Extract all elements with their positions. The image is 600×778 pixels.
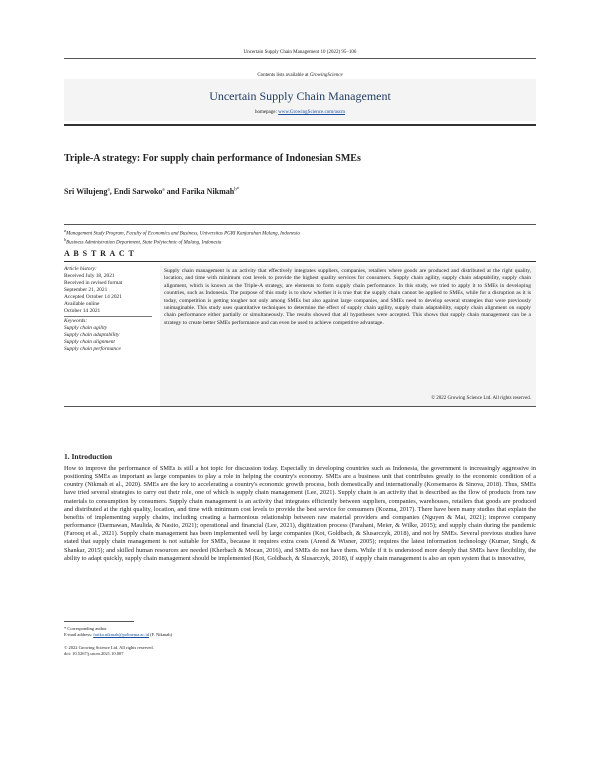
accepted-date: Accepted October 14 2021 (64, 294, 122, 300)
running-head: Uncertain Supply Chain Management 10 (2022) 95–106 (243, 50, 357, 55)
author-separator: , (109, 187, 114, 196)
affiliation-rule (64, 224, 536, 225)
author-name: Sri Wilujeng (64, 187, 108, 196)
footer-copyright: © 2022 Growing Science Ltd. All rights reserved. (64, 645, 154, 650)
banner-rule (64, 124, 536, 126)
author-affil-mark: a (162, 187, 165, 193)
keyword: Supply chain agility (64, 325, 108, 331)
email-line (64, 632, 172, 638)
received-date: Received July 18, 2021 (64, 273, 115, 279)
corresponding-note: * Corresponding author (64, 626, 107, 631)
email-label: E-mail address: (64, 632, 94, 637)
abstract-bottom-rule (64, 406, 536, 407)
journal-title: Uncertain Supply Chain Management (209, 89, 391, 103)
abstract-text: Supply chain management is an activity that effectively integrates suppliers, companies, retailers where goods are produced and distributed at the right quality, location, and time with minimum cost levels to provide the highest quality services for consumers. Supply chain agility, supply chain adaptability, supply chain alignment, which is known as the Triple-A strategy, are elements to form supply chain performance. In this study, we tried to apply it to SMEs in developing countries, such as Indonesia. The purpose of this study is to show whether it is true that the supply chain cannot be applied to SMEs, while for a disruption as it is today, competition is getting tougher not only among SMEs but also against large companies, and SMEs need to develop several strategies that were previously unimaginable. This study uses quantitative techniques to determine the effect of supply chain agility, supply chain adaptability, supply chain alignment on supply chain performance either partially or simultaneously. The results showed that all hypotheses were accepted. This shows that supply chain management can be a strategy to create better SMEs performance and can even be used to achieve competitive advantage. (164, 268, 531, 326)
contents-line (0, 73, 600, 78)
keyword: Supply chain alignment (64, 339, 115, 345)
doi: doi: 10.5267/j.uscm.2021.10.007 (64, 651, 124, 656)
homepage-line (0, 110, 600, 115)
email-link[interactable]: farika.nikmah@polinema.ac.id (93, 632, 149, 637)
keyword: Supply chain performance (64, 346, 121, 352)
author-separator: and (164, 187, 182, 196)
abstract-rule (64, 261, 536, 262)
footnote-rule (64, 621, 134, 622)
history-label: Article history: (64, 266, 97, 272)
homepage-link[interactable]: www.GrowingScience.com/uscm (278, 110, 346, 115)
author-affil-mark: b* (234, 187, 240, 193)
paper-title: Triple-A strategy: For supply chain performance of Indonesian SMEs (64, 153, 361, 164)
article-info (64, 266, 152, 402)
header-rule (64, 58, 536, 59)
homepage-label: homepage: (254, 110, 279, 115)
affil-text: Business Administration Department, State Polytechnic of Malang, Indonesia (66, 240, 222, 246)
revised-date: September 21, 2021 (64, 287, 108, 293)
revised-label: Received in revised format (64, 280, 123, 286)
author-list (64, 187, 239, 196)
author-name: Endi Sarwoko (113, 187, 163, 196)
author-name: Farika Nikmah (181, 187, 235, 196)
author-affil-mark: a (107, 187, 110, 193)
affiliation-b (64, 237, 221, 246)
abstract-heading: A B S T R A C T (64, 249, 135, 258)
keywords-label: Keywords: (64, 318, 88, 324)
abstract-copyright: © 2022 Growing Science Ltd. All rights reserved. (431, 396, 531, 401)
contents-link[interactable]: GrowingScience (309, 73, 343, 78)
contents-prefix: Contents lists available at (257, 73, 310, 78)
affil-mark: b (64, 237, 67, 242)
email-suffix: (F. Nikmah) (149, 632, 173, 637)
online-label: Available online (64, 301, 100, 307)
section-heading: 1. Introduction (64, 452, 113, 461)
affil-text: Management Study Program, Faculty of Economics and Business, Universitas PGRI Kanjuruhan Malang, Indonesia (66, 231, 300, 237)
keyword: Supply chain adaptability (64, 332, 120, 338)
info-divider (64, 316, 152, 317)
affiliation-a (64, 228, 300, 237)
affil-mark: a (64, 228, 67, 233)
introduction-text: How to improve the performance of SMEs is still a hot topic for discussion today. Especially in developing countries such as Indonesia, the government is increasingly aggressive in positioning SMEs as important as large companies to play a role in helping the country's economy. SMEs are a business unit that contributes greatly to the economic condition of a country (Nikmah et al., 2020). SMEs are the key to accelerating a country's economic growth process, both domestically and internationally (Korsemaros & Sinova, 2018). Thus, SMEs have tried several strategies to carry out their role, one of which is supply chain management (Lee, 2021). Supply chain is an activity that is described as the flow of products from raw materials to consumption by consumers. Supply chain management is an activity that integrates efficiently between suppliers, companies, warehouses, retailers that goods are produced and distributed at the right quality, location, and time with minimum cost levels to provide the best service for consumers (Kozma, 2017). There have been many studies that explain the benefits of implementing supply chains, including creating a harmonious relationship between raw material providers and companies (Nguyen & Mai, 2021); improve company performance (Darmawan, Maulida, & Nasito, 2021); operational and financial (Lee, 2021), digitization process (Farahani, Meier, & Wilke, 2015); and supply chain during the pandemic (Farooq et al., 2021). Supply chain management has been implemented well by large companies (Kot, Goldbach, & Slusarczyk, 2018), and not by SMEs. Several previous studies have stated that supply chain management is not suitable for SMEs, because it requires extra costs (Arend & Wisner, 2005); requires the latest information technology (Kumar, Singh, & Shankar, 2015); and skilled human resources are needed (Kherbach & Mocan, 2016), and SMEs do not have them. While if it is understood more deeply that SMEs have flexibility, the ability to adapt quickly, supply chain management should be implemented (Kot, Goldbach, & Slusarczyk, 2018), if supply chain management is also an open system that is innovative, (64, 465, 536, 562)
online-date: October 14 2021 (64, 308, 101, 314)
